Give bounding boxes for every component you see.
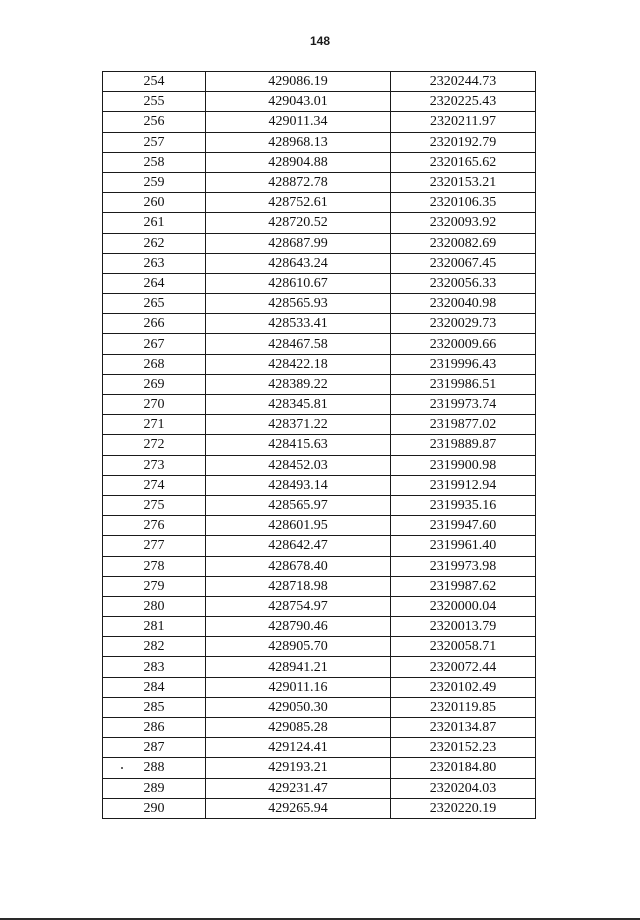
point-number-cell: 288 xyxy=(103,758,206,778)
point-number-cell: 267 xyxy=(103,334,206,354)
northing-cell: 2320040.98 xyxy=(391,294,536,314)
easting-cell: 428905.70 xyxy=(206,637,391,657)
point-number-cell: 264 xyxy=(103,273,206,293)
northing-cell: 2320204.03 xyxy=(391,778,536,798)
point-number-cell: 263 xyxy=(103,253,206,273)
northing-cell: 2320093.92 xyxy=(391,213,536,233)
easting-cell: 428610.67 xyxy=(206,273,391,293)
point-number-cell: 257 xyxy=(103,132,206,152)
easting-cell: 428720.52 xyxy=(206,213,391,233)
scan-speck xyxy=(121,767,123,769)
point-number-cell: 273 xyxy=(103,455,206,475)
easting-cell: 429231.47 xyxy=(206,778,391,798)
table-row xyxy=(103,657,536,677)
easting-cell: 428533.41 xyxy=(206,314,391,334)
table-row xyxy=(103,697,536,717)
point-number-cell: 262 xyxy=(103,233,206,253)
point-number-cell: 258 xyxy=(103,152,206,172)
point-number-cell: 259 xyxy=(103,172,206,192)
easting-cell: 428565.93 xyxy=(206,294,391,314)
northing-cell: 2320192.79 xyxy=(391,132,536,152)
point-number-cell: 282 xyxy=(103,637,206,657)
point-number-cell: 274 xyxy=(103,475,206,495)
table-row xyxy=(103,617,536,637)
easting-cell: 428687.99 xyxy=(206,233,391,253)
table-row xyxy=(103,455,536,475)
northing-cell: 2320009.66 xyxy=(391,334,536,354)
northing-cell: 2319973.74 xyxy=(391,395,536,415)
easting-cell: 429011.34 xyxy=(206,112,391,132)
table-row xyxy=(103,395,536,415)
point-number-cell: 269 xyxy=(103,374,206,394)
easting-cell: 429050.30 xyxy=(206,697,391,717)
easting-cell: 428790.46 xyxy=(206,617,391,637)
table-row xyxy=(103,253,536,273)
northing-cell: 2319912.94 xyxy=(391,475,536,495)
northing-cell: 2320067.45 xyxy=(391,253,536,273)
table-row xyxy=(103,233,536,253)
table-row xyxy=(103,677,536,697)
easting-cell: 429085.28 xyxy=(206,718,391,738)
northing-cell: 2320058.71 xyxy=(391,637,536,657)
table-row xyxy=(103,596,536,616)
easting-cell: 428452.03 xyxy=(206,455,391,475)
northing-cell: 2319986.51 xyxy=(391,374,536,394)
point-number-cell: 254 xyxy=(103,72,206,92)
table-row xyxy=(103,415,536,435)
northing-cell: 2320244.73 xyxy=(391,72,536,92)
coordinate-table-body xyxy=(103,72,536,819)
easting-cell: 429043.01 xyxy=(206,92,391,112)
table-row xyxy=(103,495,536,515)
table-row xyxy=(103,72,536,92)
northing-cell: 2320152.23 xyxy=(391,738,536,758)
table-row xyxy=(103,213,536,233)
point-number-cell: 270 xyxy=(103,395,206,415)
northing-cell: 2320072.44 xyxy=(391,657,536,677)
table-row xyxy=(103,152,536,172)
table-row xyxy=(103,172,536,192)
northing-cell: 2319877.02 xyxy=(391,415,536,435)
northing-cell: 2319973.98 xyxy=(391,556,536,576)
easting-cell: 428371.22 xyxy=(206,415,391,435)
easting-cell: 428643.24 xyxy=(206,253,391,273)
point-number-cell: 289 xyxy=(103,778,206,798)
point-number-cell: 255 xyxy=(103,92,206,112)
point-number-cell: 280 xyxy=(103,596,206,616)
table-row xyxy=(103,435,536,455)
point-number-cell: 281 xyxy=(103,617,206,637)
point-number-cell: 285 xyxy=(103,697,206,717)
easting-cell: 428941.21 xyxy=(206,657,391,677)
table-row xyxy=(103,112,536,132)
table-row xyxy=(103,193,536,213)
northing-cell: 2319935.16 xyxy=(391,495,536,515)
easting-cell: 428718.98 xyxy=(206,576,391,596)
point-number-cell: 260 xyxy=(103,193,206,213)
table-row xyxy=(103,516,536,536)
point-number-cell: 256 xyxy=(103,112,206,132)
point-number-cell: 266 xyxy=(103,314,206,334)
point-number-cell: 290 xyxy=(103,798,206,818)
easting-cell: 428493.14 xyxy=(206,475,391,495)
table-row xyxy=(103,354,536,374)
table-row xyxy=(103,758,536,778)
easting-cell: 428642.47 xyxy=(206,536,391,556)
easting-cell: 429265.94 xyxy=(206,798,391,818)
easting-cell: 428422.18 xyxy=(206,354,391,374)
easting-cell: 428872.78 xyxy=(206,172,391,192)
coordinate-table xyxy=(102,71,536,819)
easting-cell: 428752.61 xyxy=(206,193,391,213)
table-row xyxy=(103,132,536,152)
northing-cell: 2320000.04 xyxy=(391,596,536,616)
easting-cell: 428904.88 xyxy=(206,152,391,172)
easting-cell: 428754.97 xyxy=(206,596,391,616)
easting-cell: 429124.41 xyxy=(206,738,391,758)
northing-cell: 2320029.73 xyxy=(391,314,536,334)
table-row xyxy=(103,273,536,293)
table-row xyxy=(103,738,536,758)
easting-cell: 428467.58 xyxy=(206,334,391,354)
northing-cell: 2319996.43 xyxy=(391,354,536,374)
northing-cell: 2319961.40 xyxy=(391,536,536,556)
table-row xyxy=(103,475,536,495)
point-number-cell: 268 xyxy=(103,354,206,374)
table-row xyxy=(103,556,536,576)
northing-cell: 2320013.79 xyxy=(391,617,536,637)
table-row xyxy=(103,334,536,354)
table-row xyxy=(103,798,536,818)
easting-cell: 428968.13 xyxy=(206,132,391,152)
northing-cell: 2320134.87 xyxy=(391,718,536,738)
point-number-cell: 261 xyxy=(103,213,206,233)
northing-cell: 2320106.35 xyxy=(391,193,536,213)
point-number-cell: 278 xyxy=(103,556,206,576)
northing-cell: 2320153.21 xyxy=(391,172,536,192)
northing-cell: 2320119.85 xyxy=(391,697,536,717)
northing-cell: 2319947.60 xyxy=(391,516,536,536)
point-number-cell: 283 xyxy=(103,657,206,677)
page-number: 148 xyxy=(309,34,331,48)
easting-cell: 429086.19 xyxy=(206,72,391,92)
table-row xyxy=(103,576,536,596)
northing-cell: 2319987.62 xyxy=(391,576,536,596)
easting-cell: 428345.81 xyxy=(206,395,391,415)
point-number-cell: 272 xyxy=(103,435,206,455)
easting-cell: 428601.95 xyxy=(206,516,391,536)
table-row xyxy=(103,536,536,556)
northing-cell: 2319900.98 xyxy=(391,455,536,475)
table-row xyxy=(103,314,536,334)
point-number-cell: 265 xyxy=(103,294,206,314)
northing-cell: 2320082.69 xyxy=(391,233,536,253)
northing-cell: 2320165.62 xyxy=(391,152,536,172)
easting-cell: 428678.40 xyxy=(206,556,391,576)
northing-cell: 2320211.97 xyxy=(391,112,536,132)
easting-cell: 428565.97 xyxy=(206,495,391,515)
table-row xyxy=(103,718,536,738)
northing-cell: 2320220.19 xyxy=(391,798,536,818)
point-number-cell: 275 xyxy=(103,495,206,515)
table-row xyxy=(103,374,536,394)
point-number-cell: 287 xyxy=(103,738,206,758)
northing-cell: 2319889.87 xyxy=(391,435,536,455)
table-row xyxy=(103,778,536,798)
point-number-cell: 279 xyxy=(103,576,206,596)
table-row xyxy=(103,294,536,314)
point-number-cell: 271 xyxy=(103,415,206,435)
northing-cell: 2320056.33 xyxy=(391,273,536,293)
easting-cell: 429011.16 xyxy=(206,677,391,697)
coordinate-table-wrapper xyxy=(102,71,535,819)
point-number-cell: 277 xyxy=(103,536,206,556)
easting-cell: 429193.21 xyxy=(206,758,391,778)
point-number-cell: 286 xyxy=(103,718,206,738)
table-row xyxy=(103,92,536,112)
northing-cell: 2320225.43 xyxy=(391,92,536,112)
easting-cell: 428389.22 xyxy=(206,374,391,394)
northing-cell: 2320102.49 xyxy=(391,677,536,697)
table-row xyxy=(103,637,536,657)
point-number-cell: 276 xyxy=(103,516,206,536)
point-number-cell: 284 xyxy=(103,677,206,697)
easting-cell: 428415.63 xyxy=(206,435,391,455)
northing-cell: 2320184.80 xyxy=(391,758,536,778)
